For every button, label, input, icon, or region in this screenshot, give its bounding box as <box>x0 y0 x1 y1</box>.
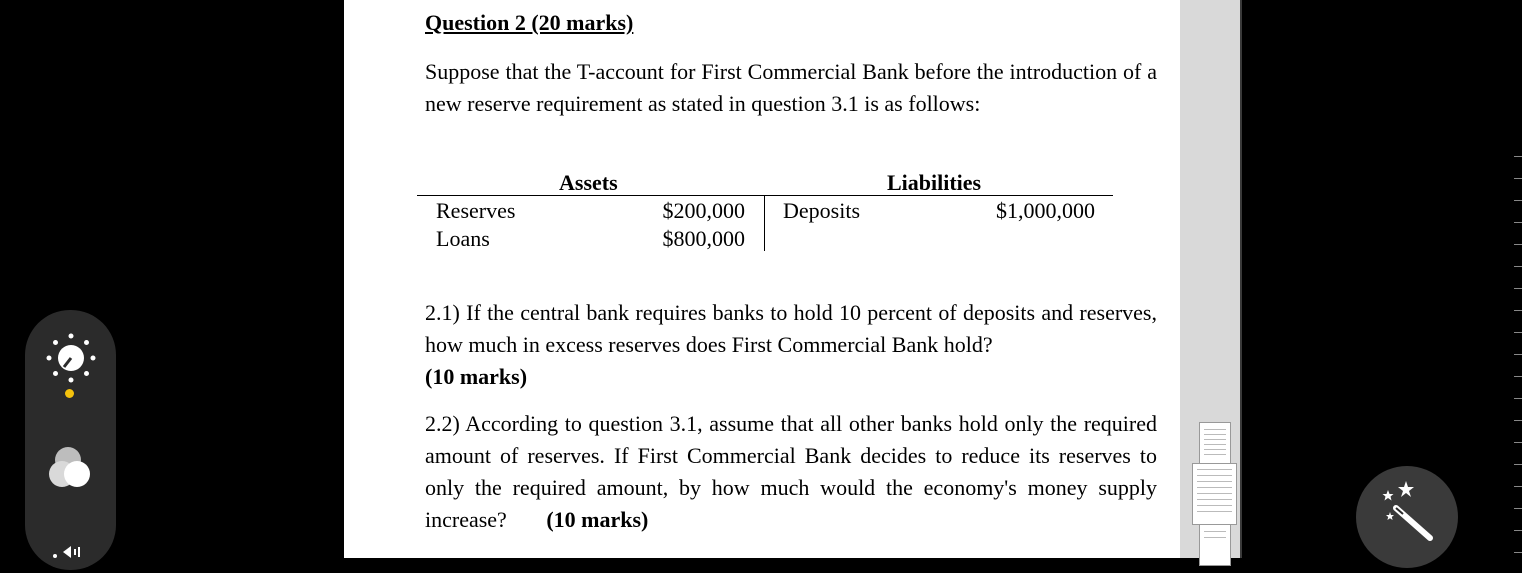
side-toolbar <box>25 310 116 570</box>
page-thumbnail-3[interactable] <box>1199 524 1231 566</box>
liabilities-header: Liabilities <box>887 170 982 195</box>
color-filter-icon <box>43 443 99 493</box>
asset-label-loans: Loans <box>436 226 490 251</box>
scroll-ticks[interactable] <box>1514 150 1522 558</box>
asset-value-loans: $800,000 <box>662 226 745 251</box>
question-2-2 <box>425 408 1157 536</box>
color-filter-button[interactable] <box>25 443 116 493</box>
document-page <box>344 0 1180 558</box>
magic-wand-icon <box>1356 466 1458 568</box>
brightness-indicator-dot <box>65 389 74 398</box>
asset-value-reserves: $200,000 <box>662 198 745 223</box>
volume-icon <box>51 542 91 562</box>
page-edge <box>1240 0 1242 558</box>
brightness-button[interactable] <box>25 330 116 386</box>
magic-wand-button[interactable] <box>1356 466 1458 568</box>
assets-header: Assets <box>559 170 618 195</box>
question-2-2-marks: (10 marks) <box>546 507 649 532</box>
question-2-1 <box>425 297 1157 393</box>
question-title: Question 2 (20 marks) <box>425 10 634 35</box>
liability-label-deposits: Deposits <box>783 198 860 223</box>
volume-button[interactable] <box>25 542 116 562</box>
asset-label-reserves: Reserves <box>436 198 516 223</box>
question-2-1-text: 2.1) If the central bank requires banks to hold 10 percent of deposits and reserves, how much in excess reserves does First Commercial Bank hold? <box>425 300 1157 357</box>
question-2-2-text: 2.2) According to question 3.1, assume that all other banks hold only the required amount of reserves. If First Commercial Bank decides to reduce its reserves to only the required amount, by how much would the economy's money supply increase? <box>425 411 1157 532</box>
t-account-vertical-line <box>764 196 765 251</box>
page-thumbnail-2[interactable] <box>1192 463 1237 525</box>
brightness-icon <box>43 330 99 386</box>
question-2-1-marks: (10 marks) <box>425 364 528 389</box>
page-thumbnail-1[interactable] <box>1199 422 1231 464</box>
t-account-horizontal-line <box>417 195 1113 196</box>
intro-paragraph: Suppose that the T-account for First Commercial Bank before the introduction of a new reserve requirement as stated in question 3.1 is as follows: <box>425 59 1157 116</box>
liability-value-deposits: $1,000,000 <box>996 198 1095 223</box>
